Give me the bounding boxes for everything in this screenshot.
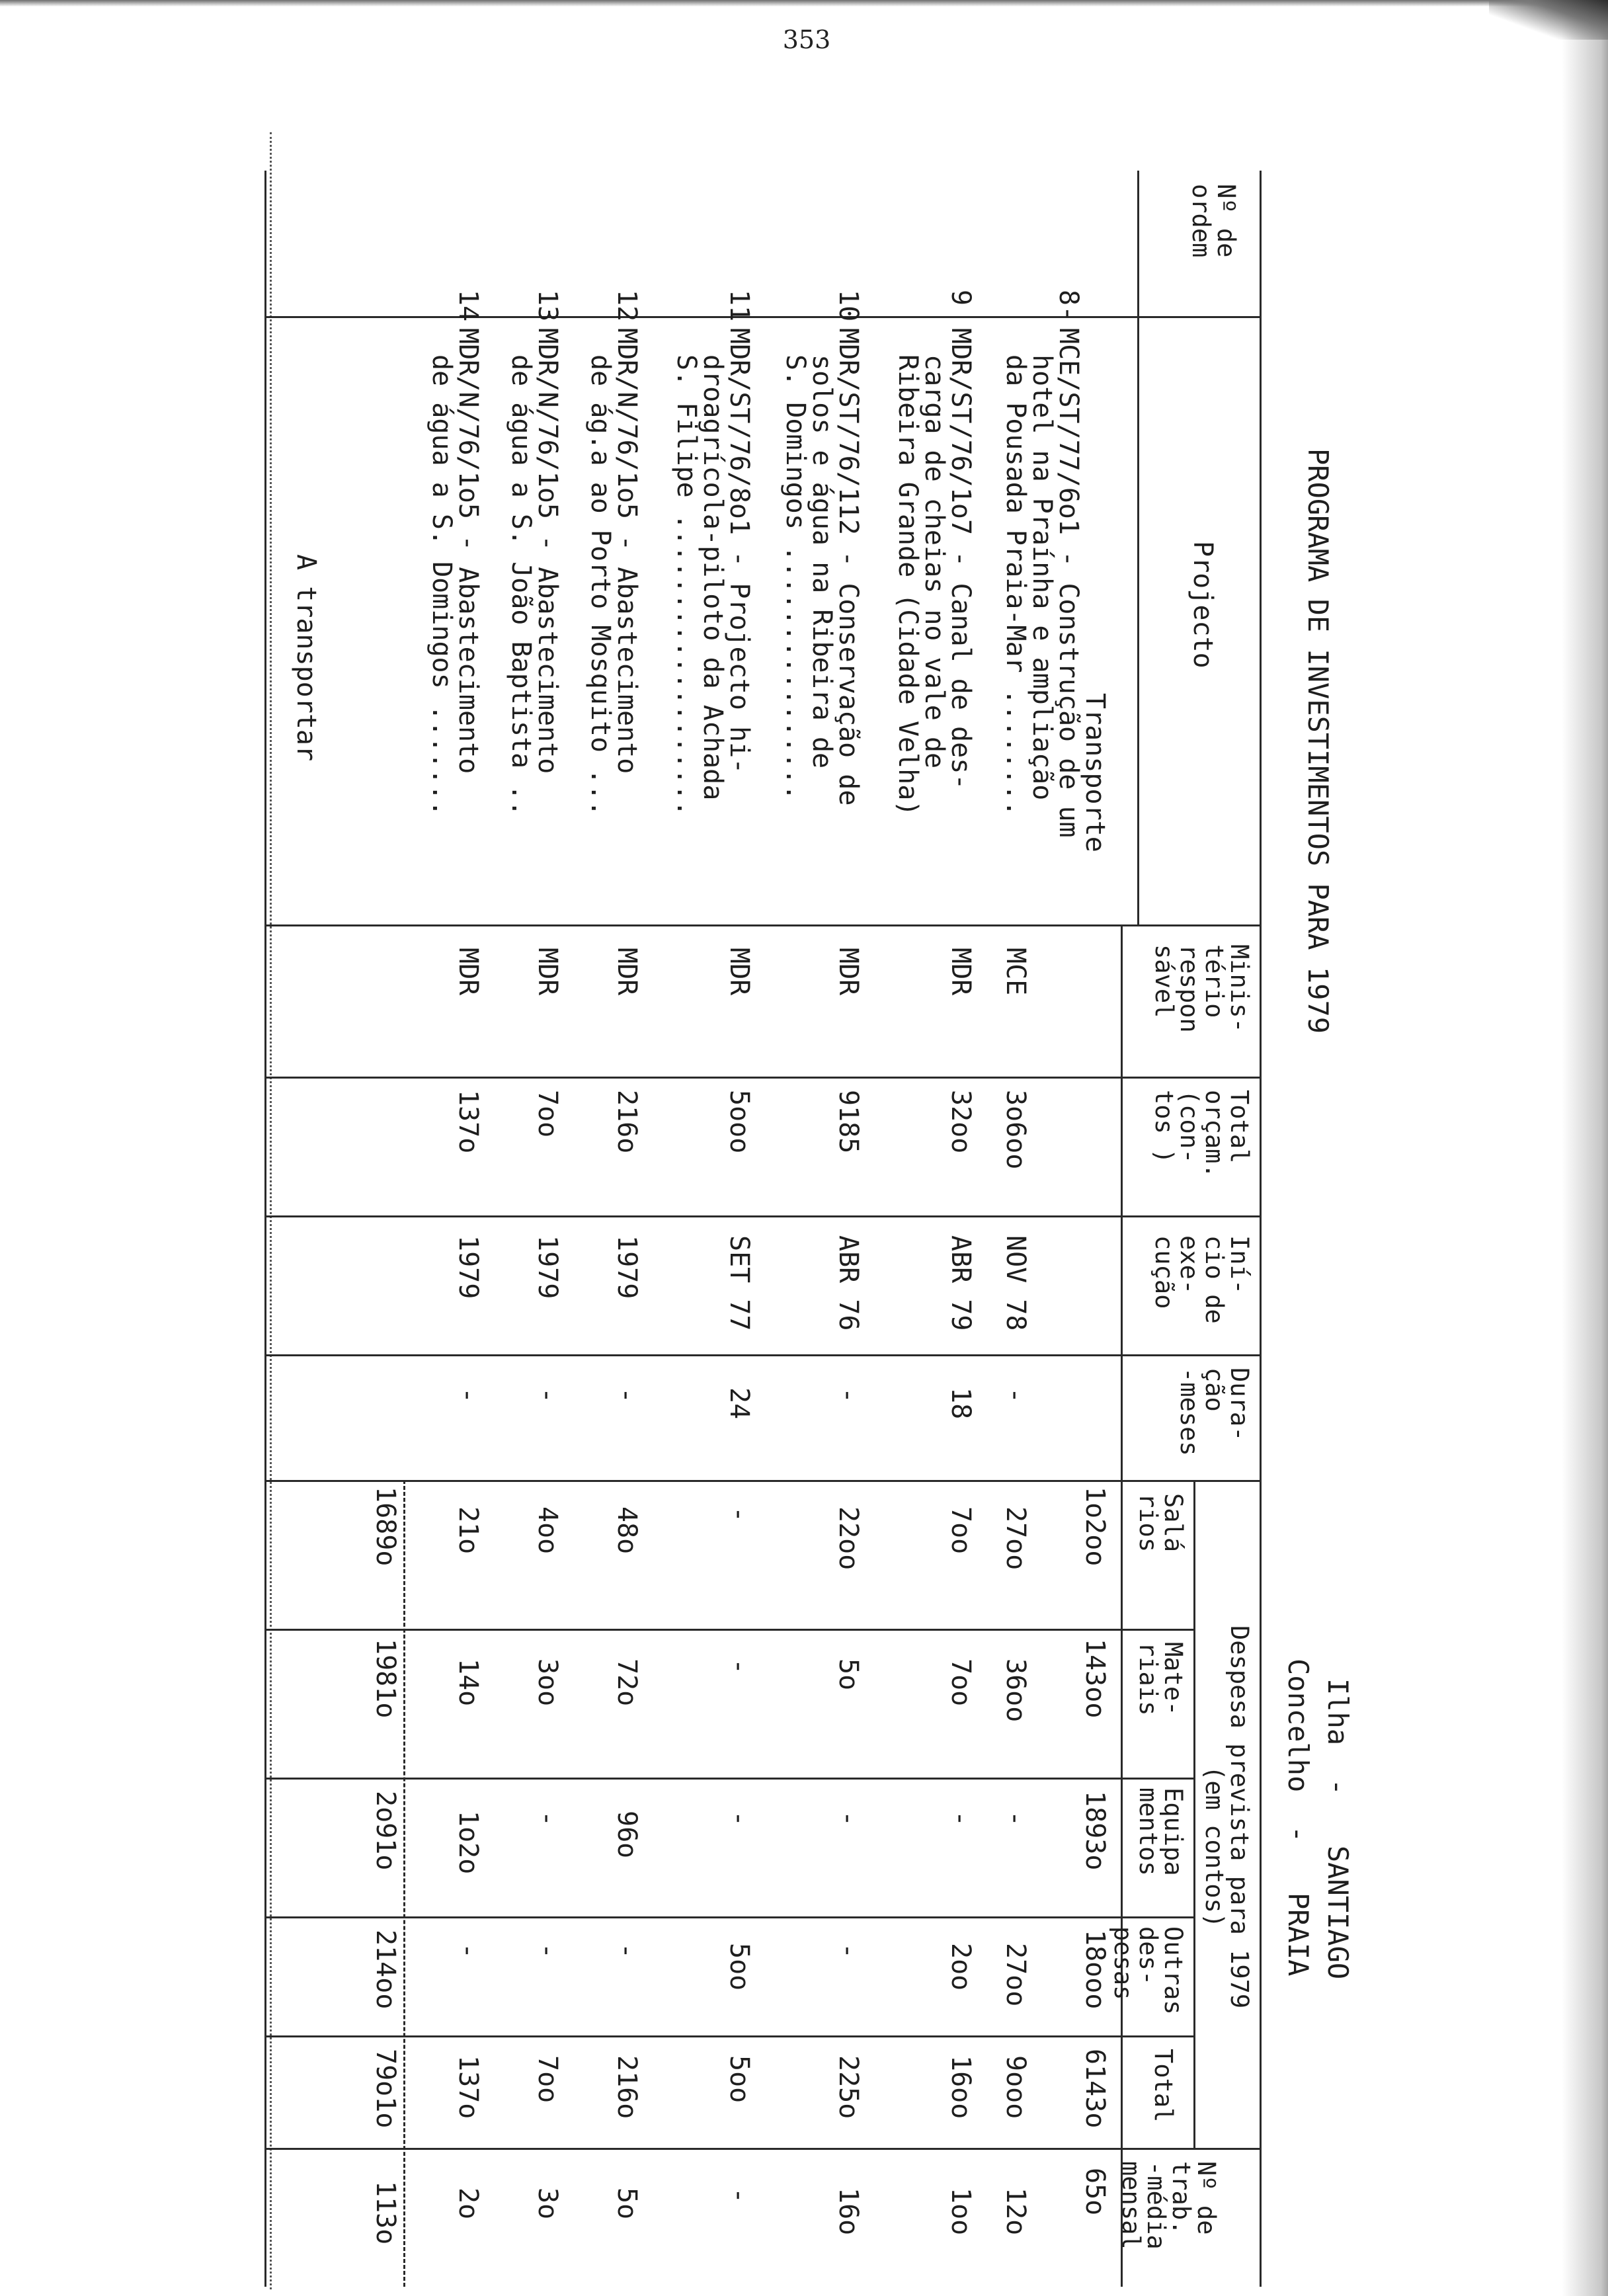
row-projecto-line: MDR/N/76/1o5 - Abastecimento (532, 328, 563, 774)
row-total-despesa: 137o (453, 2055, 483, 2119)
a-transportar-outras: 214oo (370, 1930, 401, 2010)
row-salarios: 48o (612, 1506, 642, 1555)
row-projecto-line: solos e água na Ribeira de (807, 354, 837, 769)
row-inicio: 1979 (532, 1235, 563, 1299)
row-outras: 27oo (1000, 1943, 1031, 2007)
row-inicio: SET 77 (724, 1235, 754, 1331)
row-ordem: 12 (612, 290, 642, 322)
row-inicio: ABR 79 (945, 1235, 976, 1331)
row-outras: - (833, 1943, 864, 1959)
col-rule-salarios (266, 1629, 1195, 1631)
col-rule-outras (266, 2035, 1195, 2037)
header-trabalhadores: Nº de trab. -média mensal (1117, 2161, 1221, 2250)
row-projecto-line: MDR/N/76/1o5 - Abastecimento (612, 328, 642, 774)
row-equipamentos: 96o (612, 1811, 642, 1859)
row-ordem: 10 (833, 290, 864, 322)
col-rule-duracao (266, 1480, 1262, 1482)
row-duracao: - (532, 1387, 563, 1404)
row-projecto-line: Ribeira Grande (Cidade Velha) (893, 354, 923, 817)
header-equipamentos: Equipa mentos (1134, 1787, 1187, 1876)
row-inicio: NOV 78 (1000, 1235, 1031, 1331)
a-transportar-equipamentos: 2o91o (370, 1791, 401, 1871)
row-duracao: 18 (945, 1387, 976, 1420)
col-rule-ordem (266, 316, 1262, 318)
a-transportar-label: A transportar (291, 554, 321, 762)
row-duracao: 24 (724, 1387, 754, 1420)
row-trab: 3o (532, 2188, 563, 2220)
row-duracao: - (833, 1387, 864, 1404)
col-rule-total-desp (266, 2148, 1262, 2150)
page-number: 353 (782, 25, 831, 54)
row-outras: - (612, 1943, 642, 1959)
row-salarios: - (724, 1506, 754, 1523)
row-ordem: 8- (1053, 290, 1084, 322)
row-duracao: - (612, 1387, 642, 1404)
scan-right-edge (1562, 0, 1608, 2296)
row-salarios: 21o (453, 1506, 483, 1555)
ilha-label: Ilha - SANTIAGO (1322, 1678, 1354, 1980)
row-outras: - (532, 1943, 563, 1959)
row-salarios: 7oo (945, 1506, 976, 1555)
transporte-total: 6143o (1080, 2049, 1110, 2129)
row-projecto-line: droagrícola-piloto da Achada (698, 354, 728, 801)
header-total-despesa: Total (1149, 2049, 1178, 2123)
row-projecto-line: S. Filipe ................... (671, 354, 702, 817)
row-equipamentos: - (532, 1811, 563, 1827)
row-outras: - (453, 1943, 483, 1959)
row-trab: 16o (833, 2188, 864, 2236)
row-projecto-line: de água a S. João Baptista .. (506, 354, 536, 817)
row-inicio: 1979 (612, 1235, 642, 1299)
transporte-trab: 65o (1080, 2168, 1110, 2216)
row-materiais: 36oo (1000, 1659, 1031, 1723)
row-total-orcam: 216o (612, 1090, 642, 1154)
header-materiais: Mate- riais (1134, 1642, 1187, 1716)
row-ministerio: MCE (1000, 948, 1031, 996)
row-ordem: 13 (532, 290, 563, 322)
col-rule-ministerio (266, 1077, 1262, 1079)
document-title: PROGRAMA DE INVESTIMENTOS PARA 1979 (1302, 448, 1334, 1034)
row-salarios: 4oo (532, 1506, 563, 1555)
row-total-orcam: 137o (453, 1090, 483, 1154)
a-transportar-salarios: 1689o (370, 1487, 401, 1567)
row-inicio: 1979 (453, 1235, 483, 1299)
row-ministerio: MDR (724, 948, 754, 996)
row-ordem: 14 (453, 290, 483, 322)
header-bottom-rule (1137, 171, 1139, 924)
col-rule-total (266, 1215, 1262, 1217)
row-total-orcam: 9185 (833, 1090, 864, 1154)
row-total-despesa: 216o (612, 2055, 642, 2119)
scan-corner-shadow (1489, 0, 1608, 40)
row-total-despesa: 5oo (724, 2055, 754, 2104)
transporte-salarios: 1o2oo (1080, 1487, 1110, 1567)
row-outras: 2oo (945, 1943, 976, 1991)
header-despesa: Despesa prevista para 1979 (em contos) (1200, 1625, 1254, 2009)
row-projecto-line: hotel na Praínha e ampliação (1027, 354, 1057, 801)
scan-top-edge (0, 0, 1608, 7)
row-projecto-line: MCE/ST/77/6o1 - Construção de um (1053, 328, 1084, 838)
row-inicio: ABR 76 (833, 1235, 864, 1331)
header-inicio: Iní- cio de exe- cução (1150, 1235, 1254, 1324)
header-projecto: Projecto (1187, 541, 1218, 669)
row-duracao: - (453, 1387, 483, 1404)
col-rule-inicio (266, 1354, 1262, 1356)
row-trab: 1oo (945, 2188, 976, 2236)
row-projecto-line: de ág.a ao Porto Mosquito ... (585, 354, 616, 817)
col-rule-projecto (266, 924, 1262, 926)
row-ministerio: MDR (453, 948, 483, 996)
row-trab: 5o (612, 2188, 642, 2220)
row-total-despesa: 16oo (945, 2055, 976, 2119)
transporte-materiais: 143oo (1080, 1639, 1110, 1719)
row-equipamentos: 1o2o (453, 1811, 483, 1875)
row-total-despesa: 9ooo (1000, 2055, 1031, 2119)
investment-table-sheet (263, 171, 1354, 2287)
row-salarios: 22oo (833, 1506, 864, 1571)
row-equipamentos: - (724, 1811, 754, 1827)
row-salarios: 27oo (1000, 1506, 1031, 1571)
row-equipamentos: - (945, 1811, 976, 1827)
col-rule-equipamentos (266, 1916, 1195, 1918)
row-outras: 5oo (724, 1943, 754, 1991)
transporte-label: Transporte (1080, 693, 1110, 852)
table-bottom-rule (264, 171, 266, 2287)
row-projecto-line: de água a S. Domingos ....... (426, 354, 457, 817)
row-ministerio: MDR (945, 948, 976, 996)
row-materiais: 3oo (532, 1659, 563, 1707)
row-materiais: 5o (833, 1659, 864, 1691)
a-transportar-materiais: 1981o (370, 1639, 401, 1719)
table-top-rule (1260, 171, 1262, 2287)
row-total-orcam: 3o6oo (1000, 1090, 1031, 1170)
row-ministerio: MDR (612, 948, 642, 996)
header-salarios: Salá rios (1134, 1493, 1187, 1553)
row-trab: 2o (453, 2188, 483, 2220)
row-projecto-line: da Pousada Praia-Mar ........ (1000, 354, 1031, 817)
row-projecto-line: MDR/ST/76/8o1 - Projecto hi- (724, 328, 754, 774)
transporte-equipamentos: 1893o (1080, 1791, 1110, 1871)
col-rule-materiais (266, 1778, 1195, 1780)
row-materiais: - (724, 1659, 754, 1675)
a-transportar-total: 79o1o (370, 2049, 401, 2129)
header-bottom-rule-right (1121, 924, 1123, 2287)
header-ordem: Nº de ordem (1187, 184, 1240, 258)
row-projecto-line: S. Domingos ................ (780, 354, 811, 801)
row-total-despesa: 225o (833, 2055, 864, 2119)
row-projecto-line: MDR/ST/76/1o7 - Canal de des- (945, 328, 976, 790)
row-projecto-line: MDR/ST/76/112 - Conservação de (833, 328, 864, 806)
header-total-orcam: Total orçam. (con- tos ) (1150, 1090, 1254, 1178)
row-equipamentos: - (1000, 1811, 1031, 1827)
row-duracao: - (1000, 1387, 1031, 1404)
row-ordem: 11 (724, 290, 754, 322)
row-materiais: 14o (453, 1659, 483, 1707)
row-total-despesa: 7oo (532, 2055, 563, 2104)
despesa-subheader-rule (1193, 1480, 1195, 2148)
row-ministerio: MDR (833, 948, 864, 996)
total-rule-dashed (403, 1480, 405, 2287)
row-materiais: 7oo (945, 1659, 976, 1707)
row-equipamentos: - (833, 1811, 864, 1827)
row-projecto-line: carga de cheias no vale de (919, 354, 949, 769)
header-outras: Outras des- pesas (1109, 1926, 1187, 2015)
header-ministerio: Minis- tério respon sável (1150, 944, 1254, 1033)
transporte-outras: 18ooo (1080, 1930, 1110, 2010)
row-trab: 12o (1000, 2188, 1031, 2236)
row-projecto-line: MDR/N/76/1o5 - Abastecimento (453, 328, 483, 774)
row-ministerio: MDR (532, 948, 563, 996)
row-total-orcam: 32oo (945, 1090, 976, 1154)
row-ordem: 9 (945, 290, 976, 306)
concelho-label: Concelho - PRAIA (1282, 1659, 1314, 1977)
row-trab: - (724, 2188, 754, 2204)
header-duracao: Dura- ção -meses (1175, 1368, 1254, 1456)
row-total-orcam: 5ooo (724, 1090, 754, 1154)
a-transportar-trab: 113o (370, 2181, 401, 2245)
row-total-orcam: 7oo (532, 1090, 563, 1138)
row-materiais: 72o (612, 1659, 642, 1707)
